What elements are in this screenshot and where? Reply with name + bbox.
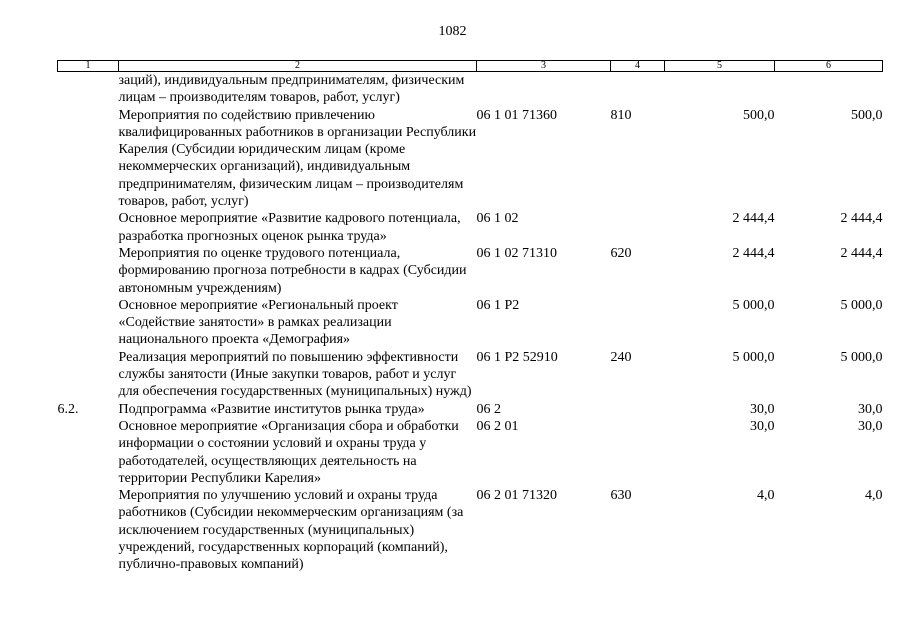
row-code: 06 1 P2 [476, 297, 520, 313]
row-name: Основное мероприятие «Организация сбора и обработки информации о состоянии условий и охраны труда у работодателей, осуществляющих деятельность на территории Республики Карелия» [118, 418, 459, 486]
row-code: 06 1 P2 52910 [476, 349, 558, 365]
table-row [58, 72, 883, 107]
table-body [58, 72, 883, 574]
page-number: 1082 [438, 24, 467, 39]
row-sum-col6: 30,0 [858, 401, 883, 417]
column-header-4: 4 [611, 61, 665, 72]
header-row [58, 61, 883, 72]
row-expense-type: 620 [610, 245, 632, 261]
row-sum-col5: 5 000,0 [732, 349, 775, 365]
table-row [58, 349, 883, 401]
row-name: Основное мероприятие «Развитие кадрового потенциала, разработка прогнозных оценок рынка труда» [118, 211, 461, 244]
row-sum-col6: 30,0 [858, 418, 883, 434]
row-sum-col5: 2 444,4 [732, 211, 775, 227]
table-row [58, 107, 883, 211]
row-name: Основное мероприятие «Региональный проект «Содействие занятости» в рамках реализации национального проекта «Демография» [118, 297, 398, 348]
table-row [58, 418, 883, 487]
column-header-3: 3 [477, 61, 611, 72]
table-row [58, 487, 883, 573]
row-number: 6.2. [57, 401, 79, 417]
column-header-1: 1 [58, 61, 119, 72]
row-name: заций), индивидуальным предпринимателям, физическим лицам – производителям товаров, работ, услуг) [118, 73, 465, 106]
row-sum-col5 [665, 72, 775, 107]
row-number [58, 245, 119, 297]
row-sum-col6: 500,0 [851, 107, 883, 123]
row-code: 06 2 [476, 401, 501, 417]
row-expense-type: 630 [610, 488, 632, 504]
row-number [58, 418, 119, 487]
row-code: 06 2 01 71320 [476, 488, 557, 504]
row-name: Мероприятия по оценке трудового потенциала, формированию прогноза потребности в кадрах (Субсидии автономным учреждениям) [118, 245, 467, 296]
row-sum-col5: 4,0 [757, 488, 775, 504]
row-expense-type [611, 72, 665, 107]
row-sum-col6: 2 444,4 [840, 245, 883, 261]
table-row [58, 245, 883, 297]
column-header-6: 6 [775, 61, 883, 72]
row-code: 06 1 02 [476, 211, 519, 227]
row-number [58, 72, 119, 107]
row-sum-col5: 5 000,0 [732, 297, 775, 313]
row-code [477, 72, 611, 107]
row-expense-type [611, 210, 665, 245]
row-number [58, 349, 119, 401]
row-name: Мероприятия по улучшению условий и охраны труда работников (Субсидии некоммерческим организациям (за исключением государственных (муниципальных) учреждений, государственных корпораций (компаний), публично-правовых компаний) [118, 488, 464, 573]
row-sum-col6 [775, 72, 883, 107]
table-row [58, 401, 883, 418]
column-header-5: 5 [665, 61, 775, 72]
row-sum-col5: 500,0 [743, 107, 775, 123]
row-code: 06 1 02 71310 [476, 245, 557, 261]
row-sum-col6: 2 444,4 [840, 211, 883, 227]
row-expense-type: 240 [610, 349, 632, 365]
row-expense-type: 810 [610, 107, 632, 123]
row-sum-col6: 4,0 [865, 488, 883, 504]
row-name: Реализация мероприятий по повышению эффективности службы занятости (Иные закупки товаров, работ и услуг для обеспечения государственных (муниципальных) нужд) [118, 349, 472, 400]
row-name: Подпрограмма «Развитие институтов рынка труда» [118, 401, 425, 417]
row-expense-type [611, 401, 665, 418]
row-sum-col5: 30,0 [750, 401, 775, 417]
table-row [58, 210, 883, 245]
row-expense-type [611, 297, 665, 349]
row-number [58, 107, 119, 211]
row-sum-col5: 30,0 [750, 418, 775, 434]
row-sum-col5: 2 444,4 [732, 245, 775, 261]
row-expense-type [611, 418, 665, 487]
row-name: Мероприятия по содействию привлечению квалифицированных работников в организации Республики Карелия (Субсидии юридическим лицам (кроме некоммерческих организаций), индивидуальным предпринимателям, физическим лицам – производителям товаров, работ, услуг) [118, 107, 477, 210]
budget-table [57, 60, 883, 574]
column-header-2: 2 [119, 61, 477, 72]
row-number [58, 210, 119, 245]
row-number [58, 297, 119, 349]
table-header [58, 61, 883, 72]
row-sum-col6: 5 000,0 [840, 297, 883, 313]
row-number [58, 487, 119, 573]
row-code: 06 1 01 71360 [476, 107, 557, 123]
row-sum-col6: 5 000,0 [840, 349, 883, 365]
row-code: 06 2 01 [476, 418, 519, 434]
table-row [58, 297, 883, 349]
